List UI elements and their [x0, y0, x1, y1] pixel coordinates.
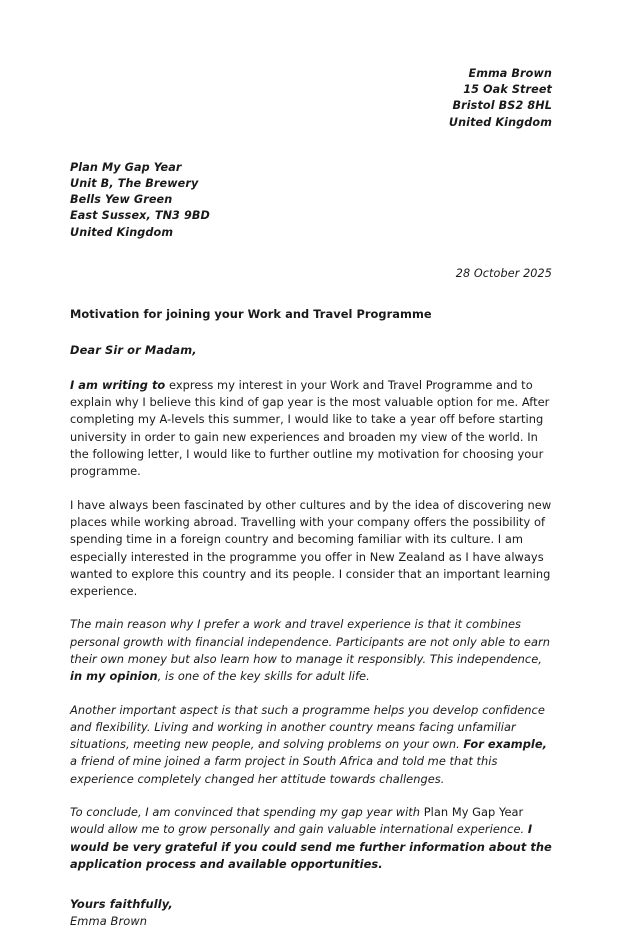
recipient-address-line: Unit B, The Brewery: [70, 177, 199, 191]
sign-off: Yours faithfully,: [70, 897, 173, 912]
text-run-italic: To conclude, I am convinced that spending my gap year with: [70, 805, 424, 820]
sender-address-block: [70, 0, 552, 131]
letter-date: 28 October 2025: [455, 266, 552, 280]
letter-closing: [70, 896, 552, 929]
signature-name: Emma Brown: [70, 913, 148, 928]
text-run-regular: I have always been fascinated by other cultures and by the idea of discovering new places while working abroad. Travelling with your company offers the possibility of spending time in a foreign country and becoming familiar with its culture. I am especially interested in the programme you offer in New Zealand as I have always wanted to explore this country and its people. I consider that an important learning experience.: [70, 497, 552, 599]
text-run-italic: , is one of the key skills for adult life.: [157, 669, 370, 684]
recipient-address-line: Plan My Gap Year: [70, 160, 182, 174]
sender-address-line: 15 Oak Street: [463, 83, 552, 97]
text-run-bold-italic: in my opinion: [70, 669, 158, 684]
recipient-address-line: East Sussex, TN3 9BD: [70, 209, 210, 223]
text-run-regular: express my interest in your Work and Travel Programme and to explain why I believe this kind of gap year is the most valuable option for me. After completing my A-levels this summer, I would like to take a year off before starting university in order to gain new experiences and broaden my view of the world. In the following letter, I would like to further outline my motivation for choosing your programme.: [70, 377, 550, 479]
text-run-italic: would allow me to grow personally and gain valuable international experience.: [70, 822, 528, 837]
sender-address-line: Bristol BS2 8HL: [452, 99, 552, 113]
paragraph-3: [70, 616, 552, 685]
paragraph-4: [70, 702, 552, 788]
paragraph-2: [70, 497, 552, 601]
letter-salutation: Dear Sir or Madam,: [70, 342, 197, 357]
text-run-italic: Another important aspect is that such a programme helps you develop confidence and flexibility. Living and working in another country means facing unfamiliar situations, meeting new people, and solving problems on your own.: [70, 702, 545, 752]
letter-subject: Motivation for joining your Work and Travel Programme: [70, 306, 432, 321]
recipient-address-block: [70, 160, 552, 241]
text-run-regular: Plan My Gap Year: [423, 805, 524, 820]
text-run-italic: The main reason why I prefer a work and travel experience is that it combines personal growth with financial independence. Participants are not only able to earn their own money but also learn how to manage it responsibly. This independence,: [70, 617, 550, 666]
paragraph-1: [70, 377, 552, 481]
recipient-address-line: Bells Yew Green: [70, 193, 173, 207]
sender-address-line: Emma Brown: [468, 67, 552, 80]
recipient-address-line: United Kingdom: [70, 225, 174, 239]
text-run-italic: a friend of mine joined a farm project in South Africa and told me that this experience completely changed her attitude towards challenges.: [70, 754, 498, 786]
text-run-bold-italic: I would be very grateful if you could send me further information about the application process and available opportunities.: [70, 822, 552, 871]
text-run-bold-italic: For example,: [463, 737, 548, 752]
paragraph-5: [70, 804, 552, 873]
text-run-bold-italic: I am writing to: [70, 377, 166, 392]
sender-address-line: United Kingdom: [448, 115, 552, 129]
